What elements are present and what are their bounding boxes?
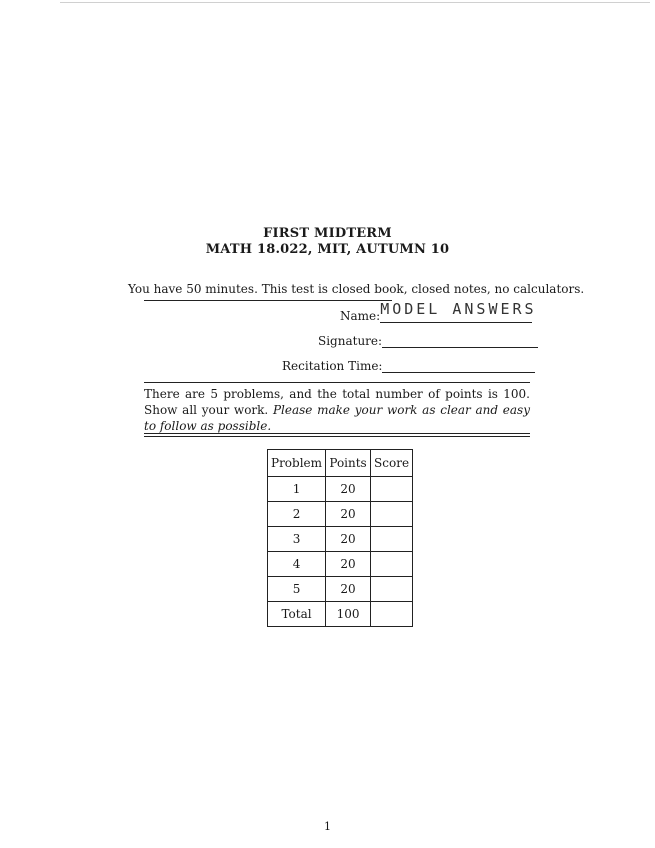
name-field bbox=[340, 300, 537, 323]
table-row bbox=[268, 577, 413, 602]
recitation-field bbox=[282, 359, 535, 373]
total-score-cell bbox=[371, 602, 413, 627]
notice-text: There are 5 problems, and the total number of points is 100. Show all your work. bbox=[144, 387, 530, 417]
name-label: Name: bbox=[340, 309, 381, 323]
table-header-row bbox=[268, 450, 413, 477]
problem-cell: 1 bbox=[268, 477, 326, 502]
signature-label: Signature: bbox=[318, 334, 383, 348]
instructions-underline bbox=[144, 300, 392, 301]
page-number: 1 bbox=[324, 820, 331, 833]
notice-bottom-rule-2 bbox=[144, 436, 530, 437]
table-row bbox=[268, 502, 413, 527]
exam-instructions: You have 50 minutes. This test is closed book, closed notes, no calculators. bbox=[128, 282, 585, 296]
notice-text-italic: Please make your work as clear and easy to follow as possible. bbox=[144, 403, 530, 433]
points-cell: 20 bbox=[326, 502, 371, 527]
signature-field bbox=[318, 334, 538, 348]
notice-top-rule bbox=[144, 382, 530, 383]
total-label-cell: Total bbox=[268, 602, 326, 627]
problem-cell: 4 bbox=[268, 552, 326, 577]
points-cell: 20 bbox=[326, 477, 371, 502]
total-points-cell: 100 bbox=[326, 602, 371, 627]
header-points: Points bbox=[326, 450, 371, 477]
notice-paragraph bbox=[144, 386, 530, 434]
notice-bottom-rule bbox=[144, 433, 530, 434]
points-cell: 20 bbox=[326, 552, 371, 577]
exam-title bbox=[0, 226, 655, 258]
table-row bbox=[268, 552, 413, 577]
score-cell bbox=[371, 477, 413, 502]
table-row bbox=[268, 477, 413, 502]
signature-line bbox=[382, 335, 538, 348]
recitation-label: Recitation Time: bbox=[282, 359, 383, 373]
points-cell: 20 bbox=[326, 527, 371, 552]
score-cell bbox=[371, 502, 413, 527]
table-total-row bbox=[268, 602, 413, 627]
score-table bbox=[267, 449, 413, 627]
exam-title-line1: FIRST MIDTERM bbox=[263, 226, 392, 241]
header-problem: Problem bbox=[268, 450, 326, 477]
score-cell bbox=[371, 552, 413, 577]
points-cell: 20 bbox=[326, 577, 371, 602]
recitation-line bbox=[382, 360, 535, 373]
scan-edge-line bbox=[60, 2, 650, 3]
header-score: Score bbox=[371, 450, 413, 477]
problem-cell: 5 bbox=[268, 577, 326, 602]
name-line bbox=[380, 300, 537, 323]
exam-title-line2: MATH 18.022, MIT, AUTUMN 10 bbox=[205, 242, 450, 257]
problem-cell: 2 bbox=[268, 502, 326, 527]
table-row bbox=[268, 527, 413, 552]
score-cell bbox=[371, 527, 413, 552]
name-value: MODEL ANSWERS bbox=[380, 300, 537, 318]
problem-cell: 3 bbox=[268, 527, 326, 552]
score-cell bbox=[371, 577, 413, 602]
